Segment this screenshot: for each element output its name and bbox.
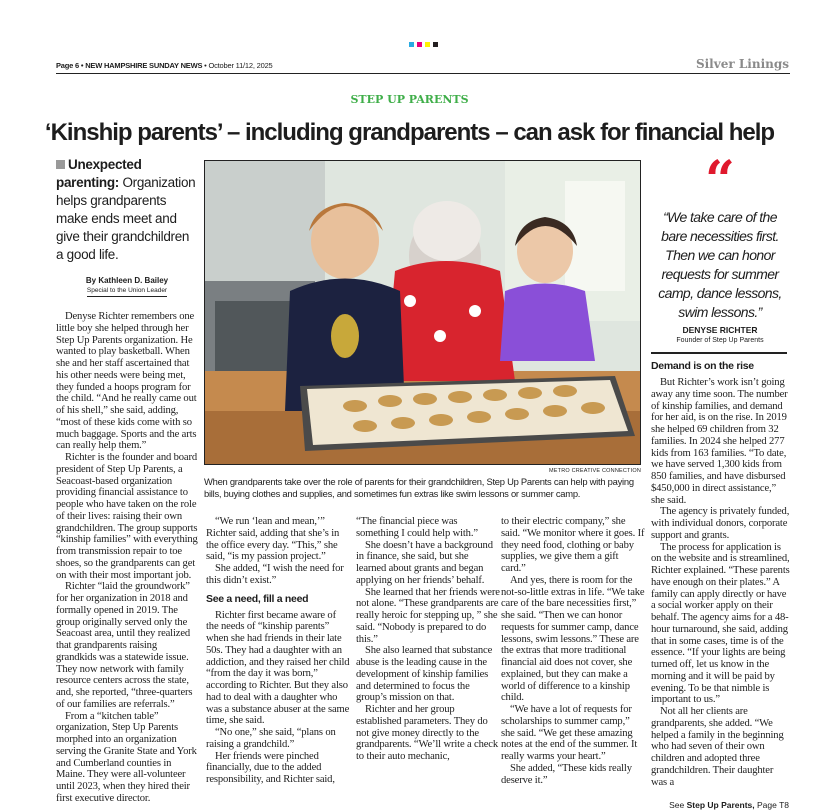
reg-black (433, 42, 438, 47)
article-photo (204, 160, 641, 465)
kicker: STEP UP PARENTS (350, 93, 469, 106)
subhead: Demand is on the rise (651, 360, 754, 372)
folio-separator: • (78, 61, 86, 70)
reg-yellow (425, 42, 430, 47)
paragraph: She doesn’t have a background in finance, she said, but she learned about grants and began applying on her friends’ behalf. (356, 539, 493, 586)
paragraph: “The financial piece was something I could help with.” (356, 516, 478, 539)
issue-date: • October 11/12, 2025 (202, 61, 273, 70)
paragraph: “We have a lot of requests for scholarships to summer camp,” she said. “We get these amazing notes at the end of the summer. It really warms your heart.” (501, 704, 638, 762)
paragraph: She added, “I wish the need for this didn’t exist.” (206, 563, 344, 586)
deck-text: Organization helps grandparents make ends meet and give their grandchildren a good life. (56, 175, 196, 262)
paragraph: “We run ‘lean and mean,’” Richter said, adding that she’s in the office every day. “This,” she said, “is my passion project.” (206, 516, 340, 563)
paragraph: Denyse Richter remembers one little boy she helped through her Step Up Parents organization. He wanted to play basketball. When she and her staff ascertained that his other needs were being met, they funded a hoops program for the child. “And he really came out of his shell,” she said, adding, “most of these kids come with so much baggage. Sports and the arts can really help them.” (56, 311, 197, 452)
paragraph: Richter first became aware of the needs of “kinship parents” when she had friends in their late 50s. They had a daughter with an addiction, and they raised her child “from the day it was born,” according to Richter. But they also had to deal with a daughter who was a substance abuser at the same time, she said. (206, 609, 350, 727)
paper-name: NEW HAMPSHIRE SUNDAY NEWS (85, 61, 203, 70)
paragraph: Richter “laid the groundwork” for her organization in 2018 and formally opened in 2019. The group originally served only the Seacoast area, until they realized that grandparents raising grandkids was a statewide issue. They now network with family resource centers across the state, and, she reported, “three-quarters of our families are referrals.” (56, 581, 193, 710)
paragraph: Richter is the founder and board president of Step Up Parents, a Seacoast-based organization providing financial assistance to people who have taken on the role of their lives: raising their own grandchildren. The group supports “kinship families” with everything from transmission repair to toe shoes, so the grandparents can get on with their most important job. (56, 452, 198, 581)
quote-mark-icon: “ (705, 150, 735, 211)
left-column (56, 156, 198, 805)
paragraph: The agency is privately funded, with individual donors, corporate support and grants. (651, 506, 790, 541)
jump-line (651, 800, 789, 810)
section-name: Silver Linings (695, 57, 789, 71)
deck-lead: Unexpected parenting: (56, 157, 142, 190)
pull-quote (651, 150, 789, 344)
pull-quote-name: DENYSE RICHTER (682, 325, 758, 335)
photo-grandma-kids-baking (205, 161, 641, 465)
pull-quote-rule (651, 352, 787, 354)
byline-name: By Kathleen D. Bailey (85, 276, 169, 285)
paragraph: Richter and her group established parameters. They do not give money directly to the grandparents. “We’ll write a check to their auto mechanic, (356, 704, 498, 762)
pull-quote-text: “We take care of the bare necessities first. Then we can honor requests for summer camp, dance lessons, swim lessons.” (658, 209, 782, 320)
column-2 (206, 516, 350, 786)
paragraph: to their electric company,” she said. “We monitor where it goes. If they need food, clothing or baby supplies, we give them a gift card.” (501, 516, 645, 574)
paragraph: And yes, there is room for the not-so-little extras in life. “We take care of the bare necessities first,” she said. “Then we can honor requests for summer camp, dance lessons, swim lessons.” These are the extras that more traditional financial aid does not cover, she explained, but they can make a world of difference to a kinship child. (501, 574, 645, 704)
deck (56, 156, 198, 264)
photo-credit: METRO CREATIVE CONNECTION (549, 468, 641, 474)
paragraph: From a “kitchen table” organization, Step Up Parents morphed into an organization serving the Granite State and York and Cumberland counties in Maine. They were all-volunteer until 2023, when they hired their first executive director. (56, 710, 197, 804)
jump-target: Step Up Parents, (686, 800, 755, 810)
page-number: Page 6 (56, 61, 79, 70)
jump-page: Page T8 (754, 800, 789, 810)
column-3 (356, 516, 500, 763)
paragraph: But Richter’s work isn’t going away any time soon. The number of kinship families, and demand for her aid, is on the rise. In 2019 she helped 69 children from 32 families. In 2024 she helped 277 kids from 163 families. “To date, we have served 1,300 kids from 850 families, and have disbursed $450,000 in direct assistance,” she said. (651, 377, 788, 506)
paragraph: The process for application is on the website and is streamlined, Richter explained. “These parents have enough on their plates.” A family can apply directly or have a social worker apply on their behalf. The agency aims for a 48-hour turnaround, she said, adding that in some cases, time is of the essence. “If your lights are being turned off, let us know in the morning and it will be paid by evening. To be that nimble is important to us.” (651, 541, 790, 706)
header-rule (56, 73, 790, 74)
pull-quote-title: Founder of Step Up Parents (676, 337, 764, 344)
registration-marks (409, 42, 438, 47)
column-4 (501, 516, 645, 786)
headline: ‘Kinship parents’ – including grandparents – can ask for financial help (44, 119, 775, 146)
photo-caption: When grandparents take over the role of parents for their grandchildren, Step Up Parents can help with paying bills, buying clothes and supplies, and sometimes fun extras like swim lessons or summer camp. (204, 476, 634, 499)
paragraph: Her friends were pinched financially, due to the added responsibility, and Richter said, (206, 750, 335, 785)
right-column (651, 150, 790, 810)
paragraph: “No one,” she said, “plans on raising a grandchild.” (206, 727, 336, 750)
paragraph: Not all her clients are grandparents, she added. “We helped a family in the beginning who had seven of their own children and adopted three grandchildren. Their daughter was a (651, 706, 784, 788)
bullet-square-icon (56, 160, 65, 169)
paragraph: She also learned that substance abuse is the leading cause in the development of kinship families and determined to focus the group’s mission on that. (356, 645, 493, 704)
folio (56, 61, 273, 70)
paragraph: She learned that her friends were not alone. “These grandparents are really heroic for stepping up, ” she said. “Nobody is prepared to do this.” (356, 586, 500, 645)
subhead: See a need, fill a need (206, 592, 309, 605)
column-5 (651, 360, 791, 788)
byline-affiliation: Special to the Union Leader (87, 287, 167, 297)
byline (56, 276, 198, 297)
jump-see: See (669, 800, 687, 810)
paragraph: She added, “These kids really deserve it.” (501, 762, 632, 786)
reg-magenta (417, 42, 422, 47)
reg-cyan (409, 42, 414, 47)
column-1 (56, 311, 198, 805)
